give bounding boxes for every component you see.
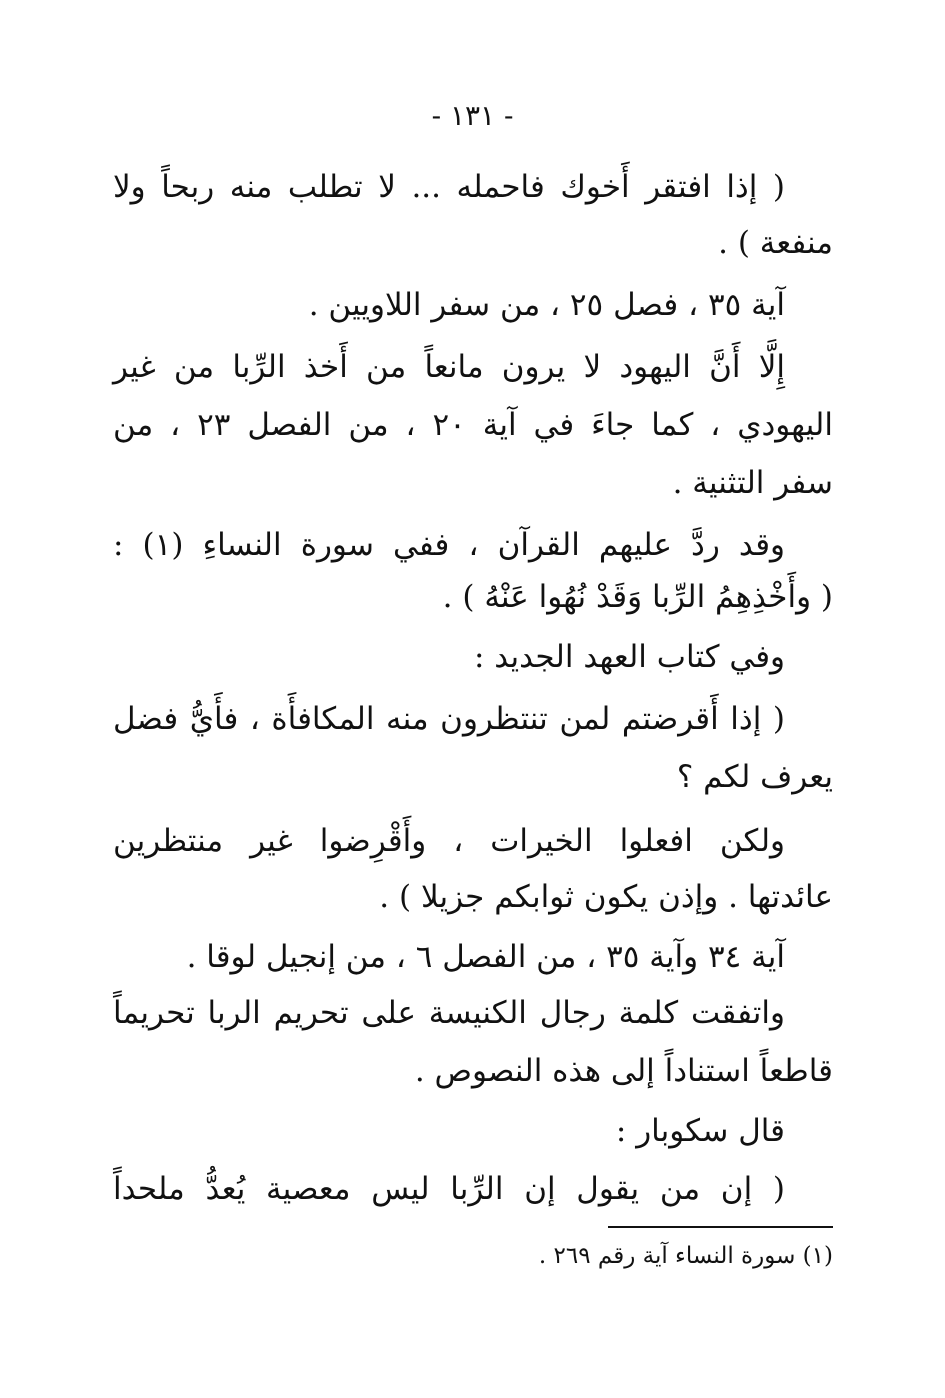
footnote-divider — [608, 1226, 833, 1228]
text-line: قاطعاً استناداً إلى هذه النصوص . — [414, 1053, 833, 1089]
text-line: وفي كتاب العهد الجديد : — [473, 639, 785, 675]
text-line: ( إذا أَقرضتم لمن تنتظرون منه المكافأَة ، فأَيُّ فضل — [113, 701, 785, 737]
text-line: ( وأَخْذِهِمُ الرِّبا وَقَدْ نُهُوا عَنْهُ ) . — [442, 579, 833, 615]
text-line: ( إن من يقول إن الرِّبا ليس معصية يُعدُّ ملحداً — [113, 1171, 785, 1207]
text-line: وقد ردَّ عليهم القرآن ، ففي سورة النساءِ (١) : — [113, 527, 785, 563]
text-line: سفر التثنية . — [672, 465, 833, 501]
page-number: - ١٣١ - — [431, 99, 514, 132]
text-line: منفعة ) . — [718, 225, 833, 261]
text-line: ( إذا افتقر أَخوك فاحمله ... لا تطلب منه ربحاً ولا — [113, 169, 785, 205]
text-line: يعرف لكم ؟ — [676, 759, 833, 795]
text-line: واتفقت كلمة رجال الكنيسة على تحريم الربا تحريماً — [113, 995, 785, 1031]
text-line: آية ٣٥ ، فصل ٢٥ ، من سفر اللاويين . — [308, 287, 785, 323]
text-line: ولكن افعلوا الخيرات ، وأَقْرِضوا غير منتظرين — [113, 823, 785, 859]
text-line: اليهودي ، كما جاءَ في آية ٢٠ ، من الفصل ٢٣ ، من — [113, 407, 833, 443]
text-line: قال سكوبار : — [615, 1113, 785, 1149]
text-line: إِلَّا أَنَّ اليهود لا يرون مانعاً من أَخذ الرِّبا من غير — [113, 349, 785, 385]
footnote: (١) سورة النساء آية رقم ٢٦٩ . — [538, 1243, 833, 1269]
text-line: عائدتها . وإذن يكون ثوابكم جزيلا ) . — [379, 879, 833, 915]
text-line: آية ٣٤ وآية ٣٥ ، من الفصل ٦ ، من إنجيل لوقا . — [186, 939, 785, 975]
